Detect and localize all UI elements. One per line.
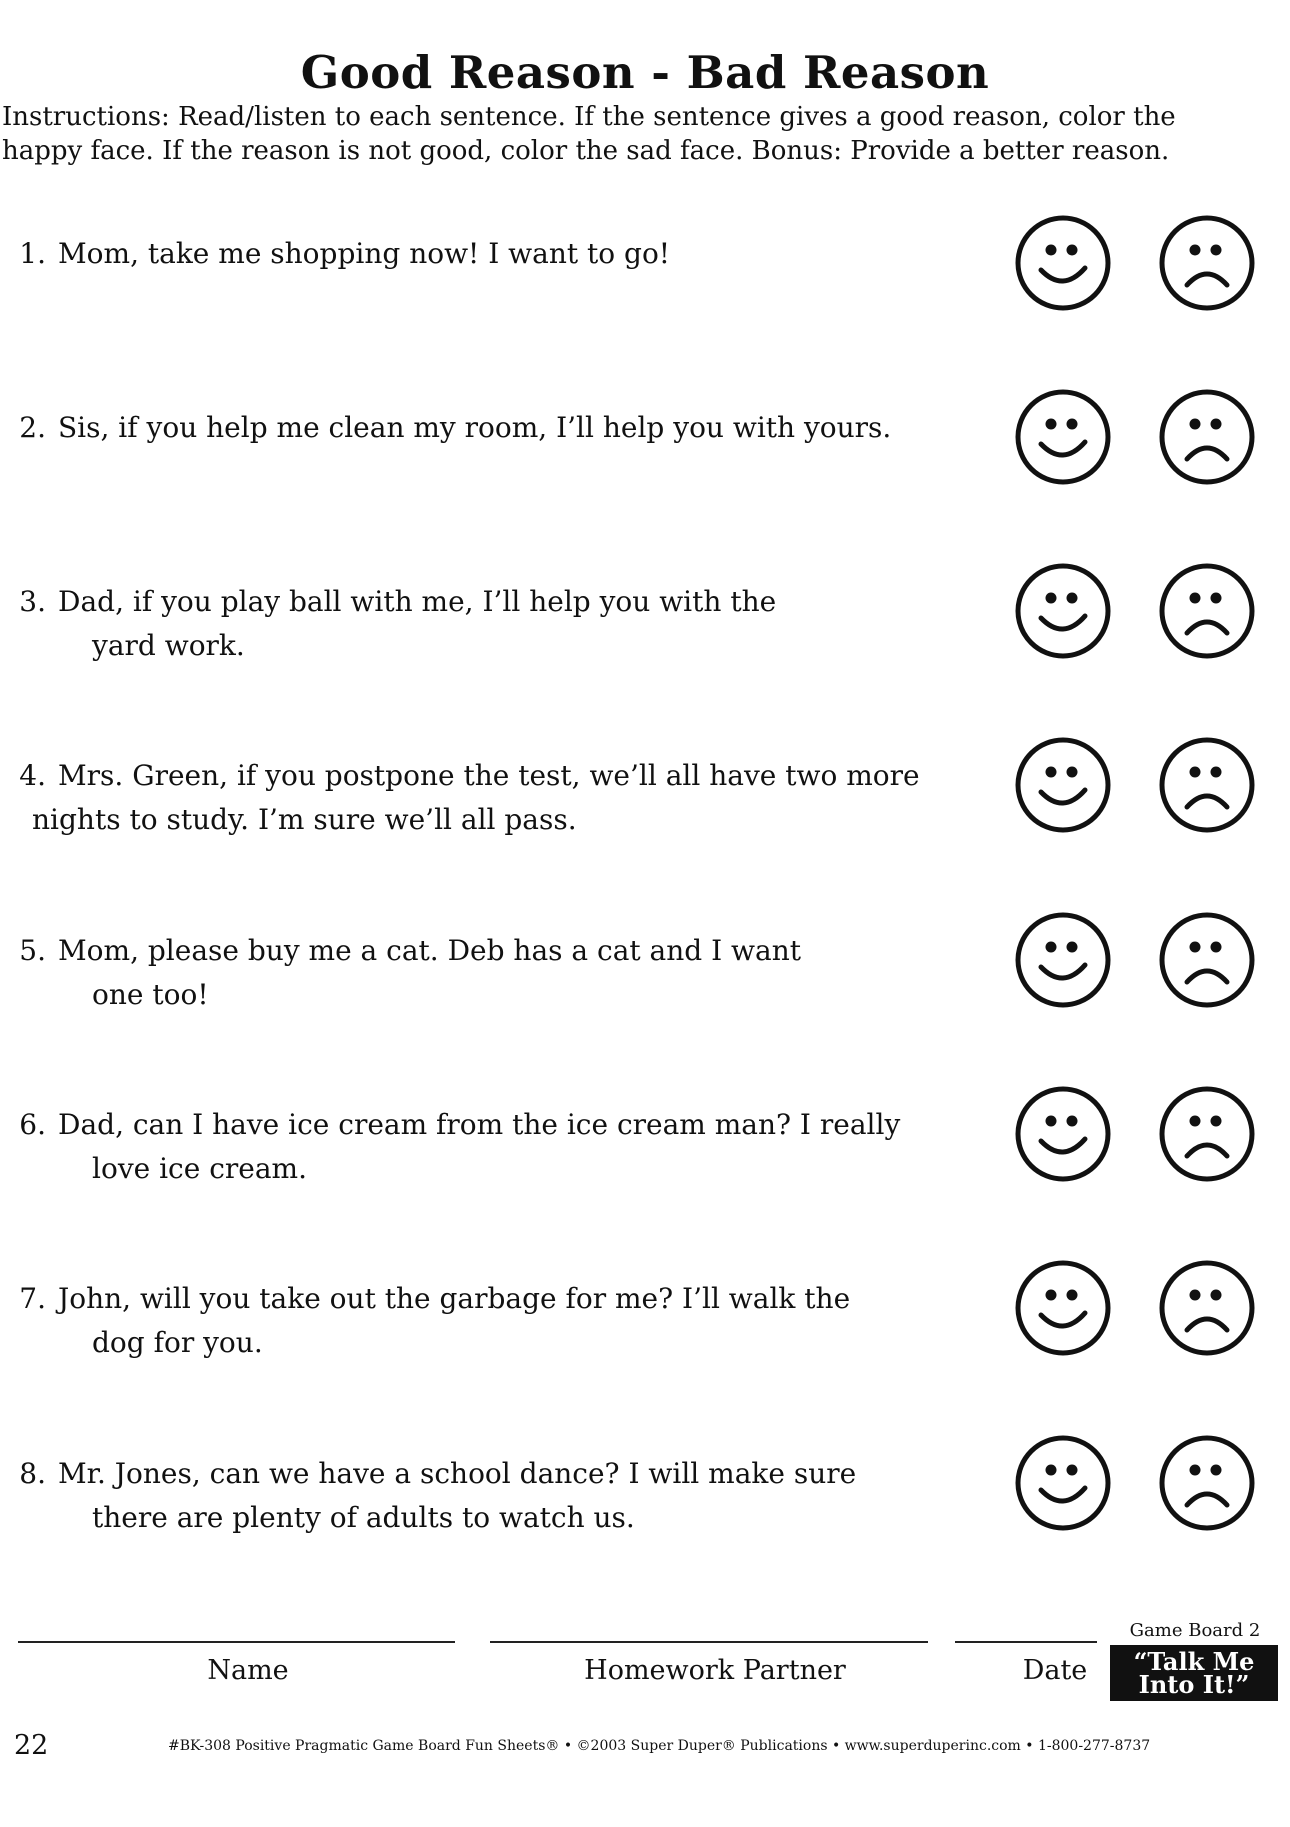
happy-face-icon[interactable] <box>1013 387 1113 487</box>
item-2 <box>0 406 1000 450</box>
date-line[interactable] <box>955 1641 1097 1643</box>
item-text: Mom, take me shopping now! I want to go! <box>58 237 671 270</box>
sad-face-icon[interactable] <box>1157 910 1257 1010</box>
item-text: John, will you take out the garbage for me? I’ll walk the <box>58 1282 851 1315</box>
item-text: Mom, please buy me a cat. Deb has a cat and I want <box>58 934 801 967</box>
instructions-line-1: Instructions: Read/listen to each sentence. If the sentence gives a good reason, color the <box>2 102 1176 132</box>
talk-me-into-it-badge <box>1110 1645 1278 1701</box>
happy-face-icon[interactable] <box>1013 1258 1113 1358</box>
item-number: 4. <box>19 759 46 792</box>
item-4 <box>0 754 1000 842</box>
sad-face-icon[interactable] <box>1157 561 1257 661</box>
homework-partner-line[interactable] <box>490 1641 928 1643</box>
sad-face-icon[interactable] <box>1157 213 1257 313</box>
happy-face-icon[interactable] <box>1013 561 1113 661</box>
item-number: 7. <box>19 1282 46 1315</box>
item-number: 8. <box>19 1457 46 1490</box>
sad-face-icon[interactable] <box>1157 387 1257 487</box>
item-text-cont: one too! <box>92 978 209 1011</box>
happy-face-icon[interactable] <box>1013 1084 1113 1184</box>
item-text: Dad, can I have ice cream from the ice cream man? I really <box>58 1108 901 1141</box>
item-1 <box>0 232 1000 276</box>
sad-face-icon[interactable] <box>1157 735 1257 835</box>
badge-line-2: Into It!” <box>1138 1670 1250 1699</box>
page-title: Good Reason - Bad Reason <box>300 46 990 99</box>
instructions <box>2 100 1282 168</box>
sad-face-icon[interactable] <box>1157 1433 1257 1533</box>
sad-face-icon[interactable] <box>1157 1084 1257 1184</box>
item-text-cont: there are plenty of adults to watch us. <box>92 1501 635 1534</box>
item-5 <box>0 929 1000 1017</box>
game-board-label: Game Board 2 <box>1129 1620 1261 1641</box>
item-text-cont: yard work. <box>92 629 245 662</box>
homework-partner-label: Homework Partner <box>584 1655 846 1686</box>
page-number: 22 <box>14 1730 49 1761</box>
item-number: 5. <box>19 934 46 967</box>
item-text: Sis, if you help me clean my room, I’ll help you with yours. <box>58 411 892 444</box>
happy-face-icon[interactable] <box>1013 910 1113 1010</box>
sad-face-icon[interactable] <box>1157 1258 1257 1358</box>
happy-face-icon[interactable] <box>1013 213 1113 313</box>
instructions-line-2: happy face. If the reason is not good, color the sad face. Bonus: Provide a better reason. <box>2 136 1170 166</box>
item-number: 2. <box>19 411 46 444</box>
name-line[interactable] <box>18 1641 455 1643</box>
item-8 <box>0 1452 1000 1540</box>
item-text: Mrs. Green, if you postpone the test, we’ll all have two more <box>58 759 920 792</box>
item-text: Mr. Jones, can we have a school dance? I will make sure <box>58 1457 857 1490</box>
item-number: 6. <box>19 1108 46 1141</box>
happy-face-icon[interactable] <box>1013 1433 1113 1533</box>
badge-line-1: “Talk Me <box>1133 1647 1255 1676</box>
item-text-cont: love ice cream. <box>92 1152 307 1185</box>
item-6 <box>0 1103 1000 1191</box>
footer-credits: #BK-308 Positive Pragmatic Game Board Fun Sheets® • ©2003 Super Duper® Publications • www.superduperinc.com • 1-800-277-8737 <box>168 1738 1151 1754</box>
date-label: Date <box>1022 1655 1088 1686</box>
item-text-cont: nights to study. I’m sure we’ll all pass. <box>32 803 577 836</box>
item-text: Dad, if you play ball with me, I’ll help you with the <box>58 585 777 618</box>
item-text-cont: dog for you. <box>92 1326 263 1359</box>
item-7 <box>0 1277 1000 1365</box>
item-3 <box>0 580 1000 668</box>
happy-face-icon[interactable] <box>1013 735 1113 835</box>
item-number: 3. <box>19 585 46 618</box>
item-number: 1. <box>19 237 46 270</box>
name-label: Name <box>207 1655 289 1686</box>
